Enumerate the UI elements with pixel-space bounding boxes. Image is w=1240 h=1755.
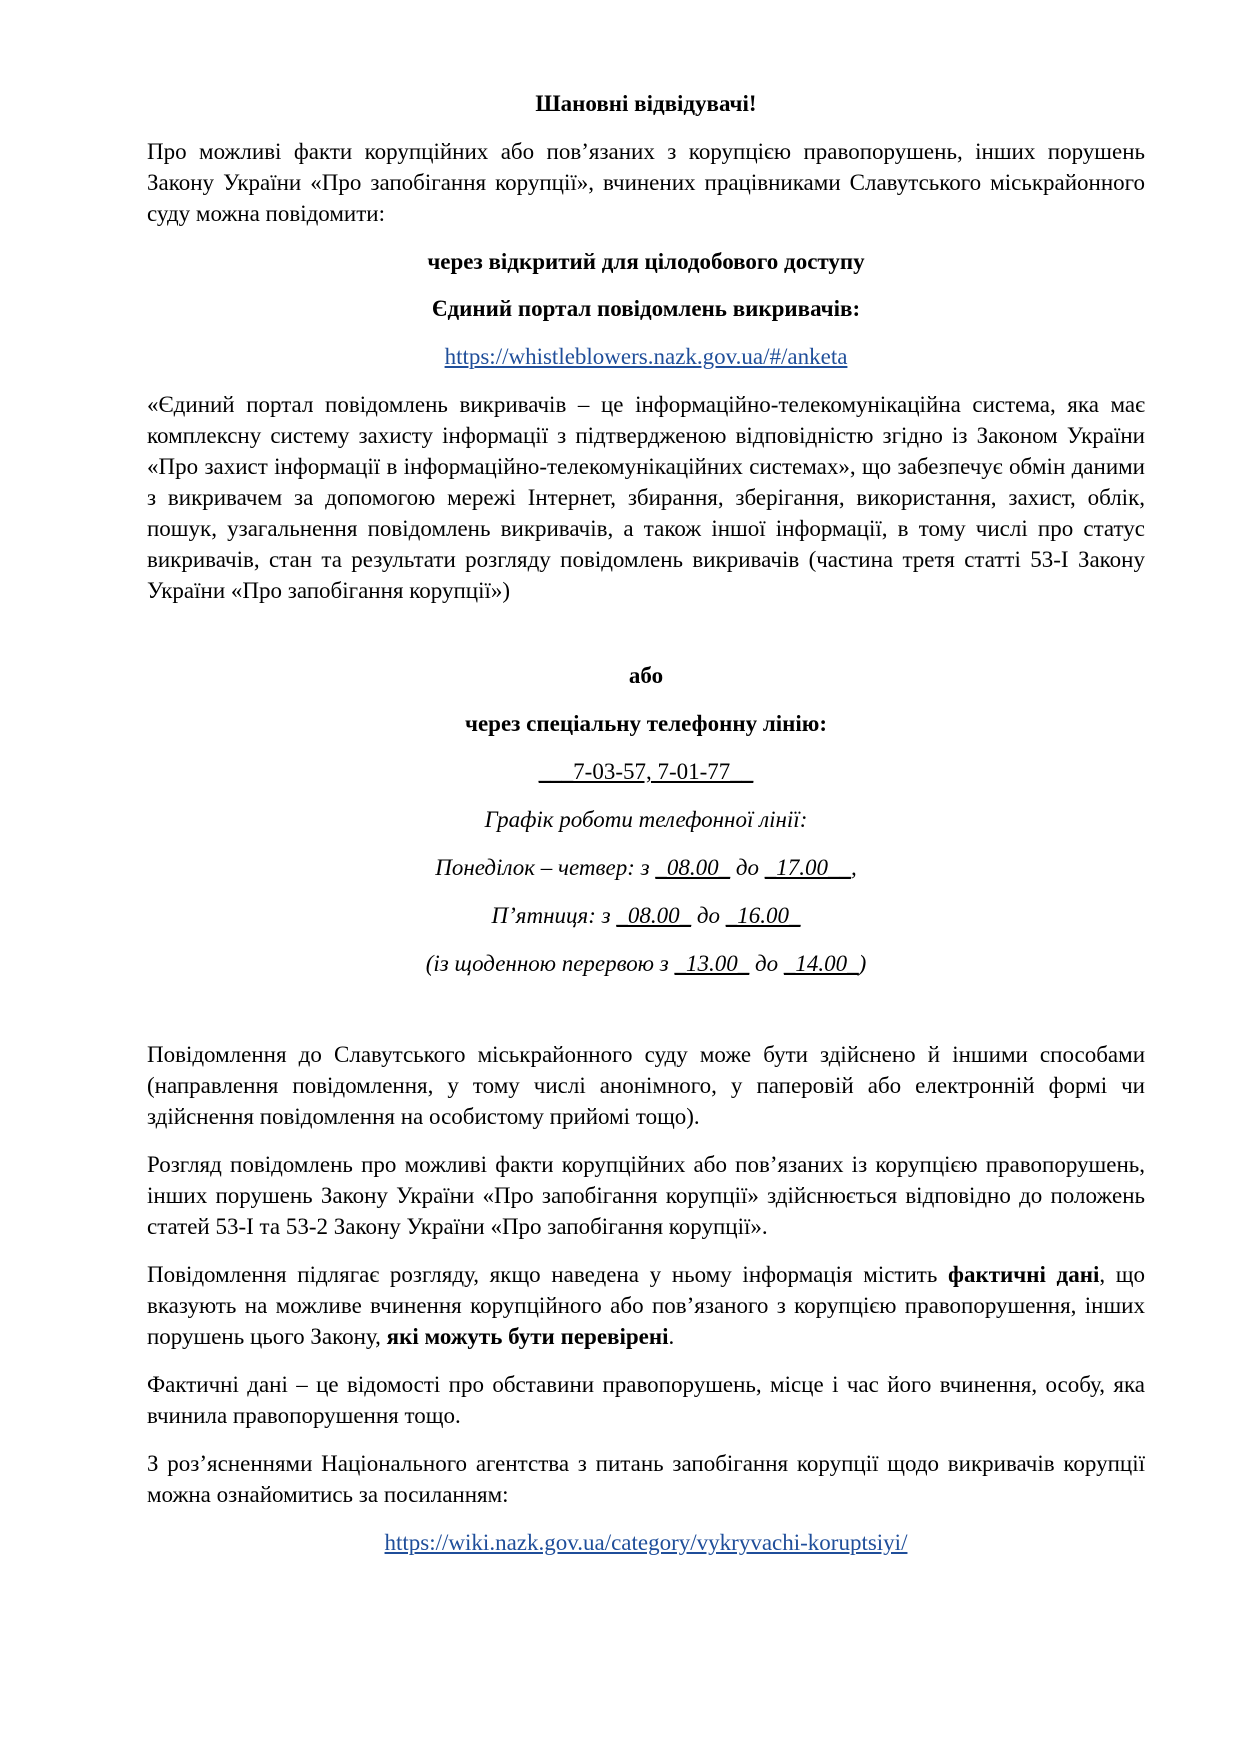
review-condition-paragraph [147, 1259, 1145, 1352]
condition-bold-factual: фактичні дані [948, 1262, 1100, 1287]
explanations-link[interactable]: https://wiki.nazk.gov.ua/category/vykryvachi-koruptsiyi/ [384, 1530, 908, 1555]
break-end: ) [858, 951, 867, 976]
weekdays-from: _08.00_ [655, 855, 731, 880]
friday-to: _16.00_ [725, 903, 801, 928]
condition-part2: , що вказують на можливе вчинення корупційного або пов’язаного з корупцією правопорушення, інших порушень цього Закону, [147, 1262, 1146, 1349]
break-to-word: до [755, 951, 779, 976]
friday-from: _08.00_ [616, 903, 692, 928]
portal-url-line [147, 341, 1145, 372]
portal-description-paragraph: «Єдиний портал повідомлень викривачів – це інформаційно-телекомунікаційна система, яка має комплексну систему захисту інформації з підтвердженою відповідністю згідно із Законом України «Про захист інформації в інформаційно-телекомунікаційних системах», що забезпечує обмін даними з викривачем за допомогою мережі Інтернет, збирання, зберігання, використання, захист, облік, пошук, узагальнення повідомлень викривачів, а також іншої інформації, в тому числі про статус викривачів, стан та результати розгляду повідомлень викривачів (частина третя статті 53-І Закону України «Про запобігання корупції») [147, 392, 1145, 603]
phone-numbers: ___7-03-57, 7-01-77__ [538, 759, 754, 784]
weekdays-label: Понеділок – четвер: з [435, 855, 650, 880]
intro-paragraph: Про можливі факти корупційних або пов’язаних з корупцією правопорушень, інших порушень Закону України «Про запобігання корупції», вчинених працівниками Славутського міськрайонного суду можна повідомити: [147, 139, 1145, 226]
or-separator: або [628, 663, 664, 688]
schedule-heading: Графік роботи телефонної лінії: [484, 807, 808, 832]
schedule-break [147, 948, 1145, 979]
break-label: (із щоденною перервою з [425, 951, 669, 976]
break-to: _14.00_ [783, 951, 859, 976]
schedule-weekdays [147, 852, 1145, 883]
explanations-url-line [147, 1527, 1145, 1558]
via-phone-heading: через спеціальну телефонну лінію: [465, 711, 827, 736]
portal-name-heading: Єдиний портал повідомлень викривачів: [431, 296, 861, 321]
schedule-friday [147, 900, 1145, 931]
facts-definition-paragraph: Фактичні дані – це відомості про обставини правопорушень, місце і час його вчинення, особу, яка вчинила правопорушення тощо. [147, 1372, 1145, 1428]
condition-part1: Повідомлення підлягає розгляду, якщо наведена у ньому інформація містить [147, 1262, 938, 1287]
condition-part3: . [668, 1324, 675, 1349]
condition-bold-verifiable: які можуть бути перевірені [386, 1324, 669, 1349]
weekdays-to-word: до [735, 855, 759, 880]
explanations-paragraph: З роз’ясненнями Національного агентства з питань запобігання корупції щодо викривачів корупції можна ознайомитись за посиланням: [147, 1451, 1145, 1507]
friday-label: П’ятниця: з [491, 903, 611, 928]
break-from: _13.00_ [674, 951, 750, 976]
via-portal-heading: через відкритий для цілодобового доступу [427, 249, 865, 274]
weekdays-to: _17.00__ [764, 855, 851, 880]
portal-link[interactable]: https://whistleblowers.nazk.gov.ua/#/anketa [444, 344, 848, 369]
other-methods-paragraph: Повідомлення до Славутського міськрайонного суду може бути здійснено й іншими способами (направлення повідомлення, у тому числі анонімного, у паперовій або електронній формі чи здійснення повідомлення на особистому прийомі тощо). [147, 1042, 1145, 1129]
friday-to-word: до [696, 903, 720, 928]
review-basis-paragraph: Розгляд повідомлень про можливі факти корупційних або пов’язаних із корупцією правопорушень, інших порушень Закону України «Про запобігання корупції» здійснюється відповідно до положень статей 53-І та 53-2 Закону України «Про запобігання корупції». [147, 1152, 1145, 1239]
weekdays-end: , [850, 855, 857, 880]
page-title: Шановні відвідувачі! [535, 91, 757, 116]
